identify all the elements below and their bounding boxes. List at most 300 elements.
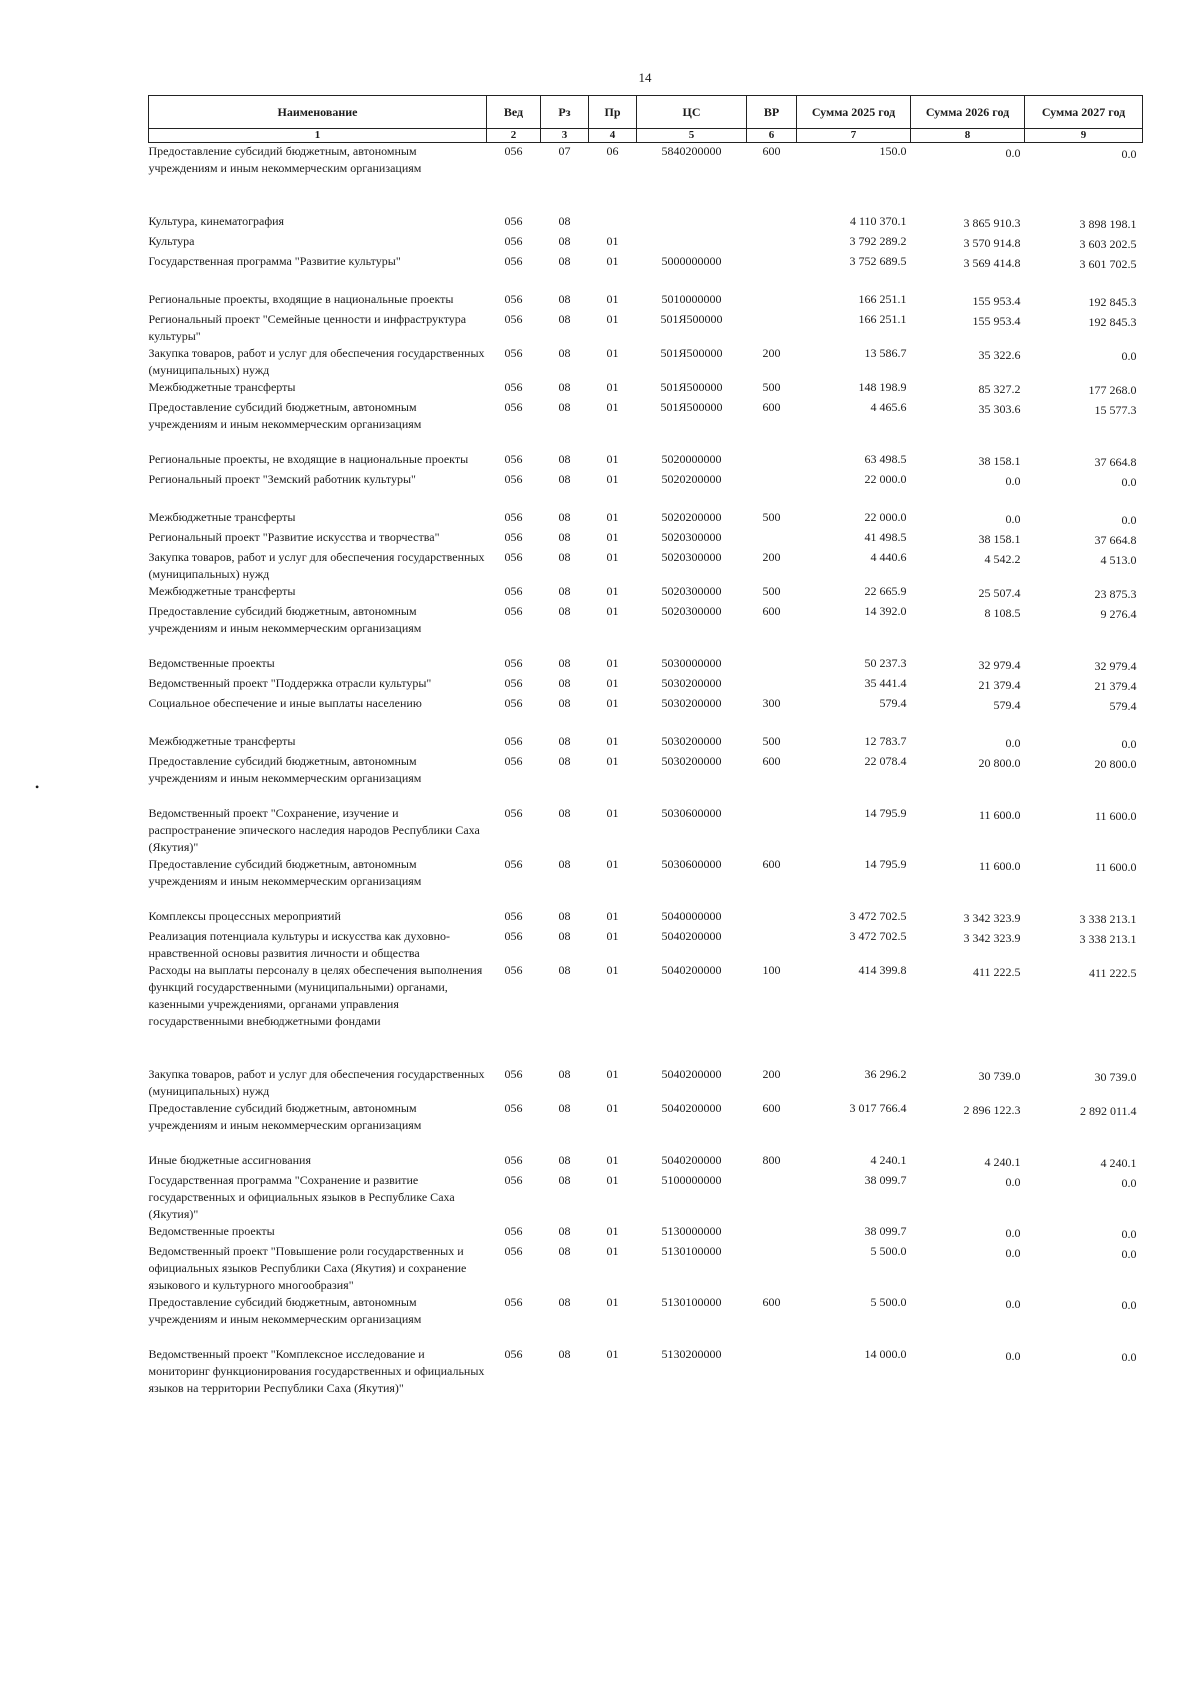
row-rz: 08 — [558, 1067, 571, 1081]
row-spacer — [149, 715, 1143, 733]
row-sum-2025: 148 198.9 — [858, 380, 907, 394]
row-name: Ведомственные проекты — [148, 656, 275, 670]
row-sum-2026: 85 327.2 — [978, 382, 1021, 396]
row-sum-2027: 177 268.0 — [1088, 383, 1137, 397]
row-rz: 08 — [558, 346, 571, 360]
row-rz: 08 — [558, 909, 571, 923]
row-sum-2025: 12 783.7 — [864, 734, 907, 748]
row-vr — [747, 291, 797, 311]
row-spacer — [149, 433, 1143, 451]
row-pr: 01 — [606, 656, 619, 670]
row-vr: 600 — [762, 604, 781, 618]
row-cs: 5020300000 — [661, 530, 722, 544]
row-rz: 08 — [558, 656, 571, 670]
row-vr: 500 — [762, 380, 781, 394]
row-vr — [747, 311, 797, 345]
row-rz: 08 — [558, 1224, 571, 1238]
row-spacer-cell — [149, 1134, 1143, 1152]
row-cs: 5130000000 — [661, 1224, 722, 1238]
column-number: 7 — [797, 129, 911, 143]
stray-mark: • — [35, 780, 40, 794]
row-pr: 01 — [606, 696, 619, 710]
row-name: Ведомственный проект "Поддержка отрасли культуры" — [148, 676, 432, 690]
row-rz: 08 — [558, 1295, 571, 1309]
row-sum-2027: 0.0 — [1121, 349, 1137, 363]
row-name: Государственная программа "Сохранение и развитие государственных и официальных языков в Республике Саха (Якутия)" — [148, 1173, 455, 1221]
row-rz: 08 — [558, 676, 571, 690]
row-sum-2025: 4 110 370.1 — [849, 214, 907, 228]
row-sum-2027: 3 898 198.1 — [1079, 217, 1137, 231]
row-vr — [747, 675, 797, 695]
row-rz: 08 — [558, 1347, 571, 1361]
table-row — [149, 655, 1143, 675]
row-sum-2026: 20 800.0 — [978, 756, 1021, 770]
row-name: Государственная программа "Развитие культуры" — [148, 254, 401, 268]
row-vr: 600 — [762, 400, 781, 414]
row-cs: 501Я500000 — [660, 400, 723, 414]
row-name: Закупка товаров, работ и услуг для обеспечения государственных (муниципальных) нужд — [148, 550, 485, 581]
row-rz: 08 — [558, 963, 571, 977]
row-sum-2027: 11 600.0 — [1094, 809, 1137, 823]
row-ved: 056 — [504, 1244, 523, 1258]
row-sum-2025: 38 099.7 — [864, 1173, 907, 1187]
row-rz: 08 — [558, 400, 571, 414]
row-spacer-cell — [149, 491, 1143, 509]
row-sum-2025: 13 586.7 — [864, 346, 907, 360]
row-sum-2025: 22 665.9 — [864, 584, 907, 598]
row-cs: 5840200000 — [661, 144, 722, 158]
row-cs: 5040200000 — [661, 1101, 722, 1115]
table-row — [149, 509, 1143, 529]
row-rz: 08 — [558, 604, 571, 618]
table-row — [149, 805, 1143, 856]
row-name: Региональные проекты, входящие в национальные проекты — [148, 292, 454, 306]
row-rz: 07 — [558, 144, 571, 158]
row-ved: 056 — [504, 292, 523, 306]
row-spacer-cell — [149, 715, 1143, 733]
row-vr: 300 — [762, 696, 781, 710]
row-sum-2025: 3 472 702.5 — [849, 929, 907, 943]
row-sum-2025: 3 752 689.5 — [849, 254, 907, 268]
row-spacer — [149, 787, 1143, 805]
row-sum-2025: 3 792 289.2 — [849, 234, 907, 248]
row-spacer-cell — [149, 787, 1143, 805]
row-name: Межбюджетные трансферты — [148, 734, 296, 748]
row-ved: 056 — [504, 584, 523, 598]
row-cs: 5020300000 — [661, 550, 722, 564]
row-sum-2025: 150.0 — [879, 144, 907, 158]
row-vr: 200 — [762, 550, 781, 564]
header-cell: Сумма 2025 год — [797, 96, 911, 129]
row-cs — [637, 213, 747, 233]
row-sum-2026: 21 379.4 — [978, 678, 1021, 692]
row-pr: 01 — [606, 1153, 619, 1167]
row-sum-2025: 14 795.9 — [864, 806, 907, 820]
row-sum-2027: 3 338 213.1 — [1079, 932, 1137, 946]
row-rz: 08 — [558, 1153, 571, 1167]
row-ved: 056 — [504, 1067, 523, 1081]
row-name: Межбюджетные трансферты — [148, 584, 296, 598]
row-vr — [747, 1223, 797, 1243]
row-pr: 01 — [606, 963, 619, 977]
row-ved: 056 — [504, 857, 523, 871]
row-sum-2026: 579.4 — [993, 698, 1021, 712]
row-sum-2026: 38 158.1 — [978, 532, 1021, 546]
column-number: 4 — [589, 129, 637, 143]
row-sum-2025: 22 078.4 — [864, 754, 907, 768]
row-pr: 01 — [606, 452, 619, 466]
row-name: Предоставление субсидий бюджетным, автономным учреждениям и иным некоммерческим организациям — [148, 1295, 422, 1326]
row-ved: 056 — [504, 254, 523, 268]
row-ved: 056 — [504, 510, 523, 524]
table-row — [149, 603, 1143, 637]
row-sum-2027: 4 240.1 — [1100, 1156, 1137, 1170]
header-cell: ВР — [747, 96, 797, 129]
row-pr: 01 — [606, 292, 619, 306]
header-cell: Сумма 2026 год — [911, 96, 1025, 129]
row-spacer-cell — [149, 273, 1143, 291]
row-sum-2025: 36 296.2 — [864, 1067, 907, 1081]
row-name: Предоставление субсидий бюджетным, автономным учреждениям и иным некоммерческим организациям — [148, 604, 422, 635]
table-row — [149, 345, 1143, 379]
row-sum-2026: 8 108.5 — [984, 606, 1021, 620]
row-rz: 08 — [558, 696, 571, 710]
row-pr: 01 — [606, 510, 619, 524]
row-rz: 08 — [558, 312, 571, 326]
row-vr — [747, 655, 797, 675]
row-sum-2027: 192 845.3 — [1088, 315, 1137, 329]
row-pr: 01 — [606, 584, 619, 598]
row-sum-2026: 25 507.4 — [978, 586, 1021, 600]
row-name: Ведомственный проект "Комплексное исследование и мониторинг функционирования государственных и официальных языков на территории Республики Саха (Якутия)" — [148, 1347, 485, 1395]
row-ved: 056 — [504, 472, 523, 486]
table-row — [149, 451, 1143, 471]
row-sum-2027: 15 577.3 — [1094, 403, 1137, 417]
row-pr: 01 — [606, 909, 619, 923]
row-name: Реализация потенциала культуры и искусства как духовно-нравственной основы развития личности и общества — [148, 929, 450, 960]
row-ved: 056 — [504, 604, 523, 618]
row-sum-2026: 155 953.4 — [972, 294, 1021, 308]
row-cs: 5000000000 — [661, 254, 722, 268]
row-cs: 5130100000 — [661, 1244, 722, 1258]
row-pr: 01 — [606, 1067, 619, 1081]
row-pr: 01 — [606, 604, 619, 618]
row-pr: 01 — [606, 806, 619, 820]
row-sum-2026: 35 322.6 — [978, 348, 1021, 362]
row-sum-2027: 3 601 702.5 — [1079, 257, 1137, 271]
row-pr: 01 — [606, 1101, 619, 1115]
table-row — [149, 856, 1143, 890]
row-sum-2027: 579.4 — [1109, 699, 1137, 713]
row-ved: 056 — [504, 1224, 523, 1238]
row-sum-2027: 0.0 — [1121, 475, 1137, 489]
row-sum-2027: 0.0 — [1121, 737, 1137, 751]
table-row — [149, 1223, 1143, 1243]
row-sum-2027: 32 979.4 — [1094, 659, 1137, 673]
row-sum-2026: 11 600.0 — [978, 859, 1021, 873]
row-sum-2027: 2 892 011.4 — [1079, 1104, 1137, 1118]
row-vr — [747, 233, 797, 253]
row-sum-2025: 14 000.0 — [864, 1347, 907, 1361]
table-row — [149, 675, 1143, 695]
row-sum-2025: 4 440.6 — [870, 550, 907, 564]
row-sum-2026: 3 570 914.8 — [963, 236, 1021, 250]
column-number-row — [149, 129, 1143, 143]
row-sum-2025: 35 441.4 — [864, 676, 907, 690]
row-sum-2026: 4 542.2 — [984, 552, 1021, 566]
row-rz: 08 — [558, 857, 571, 871]
row-pr: 01 — [606, 1224, 619, 1238]
row-sum-2027: 0.0 — [1121, 513, 1137, 527]
row-vr — [747, 1172, 797, 1223]
row-vr — [747, 253, 797, 273]
row-rz: 08 — [558, 510, 571, 524]
row-sum-2025: 22 000.0 — [864, 510, 907, 524]
table-row — [149, 908, 1143, 928]
row-rz: 08 — [558, 452, 571, 466]
row-rz: 08 — [558, 254, 571, 268]
row-cs: 5040200000 — [661, 963, 722, 977]
row-ved: 056 — [504, 346, 523, 360]
row-name: Межбюджетные трансферты — [148, 380, 296, 394]
table-row — [149, 143, 1143, 178]
row-spacer-cell — [149, 1030, 1143, 1066]
row-sum-2026: 38 158.1 — [978, 454, 1021, 468]
row-pr: 01 — [606, 380, 619, 394]
column-number: 5 — [637, 129, 747, 143]
page-number: 14 — [638, 70, 652, 85]
row-sum-2026: 11 600.0 — [978, 808, 1021, 822]
header-cell: Рз — [541, 96, 589, 129]
row-vr: 600 — [762, 857, 781, 871]
row-spacer — [149, 890, 1143, 908]
row-sum-2027: 0.0 — [1121, 147, 1137, 161]
row-vr: 600 — [762, 754, 781, 768]
row-name: Региональные проекты, не входящие в национальные проекты — [148, 452, 469, 466]
row-cs: 5040200000 — [661, 1067, 722, 1081]
row-spacer — [149, 637, 1143, 655]
table-row — [149, 1243, 1143, 1294]
row-sum-2027: 0.0 — [1121, 1298, 1137, 1312]
row-sum-2026: 3 865 910.3 — [963, 216, 1021, 230]
row-ved: 056 — [504, 696, 523, 710]
row-sum-2026: 3 569 414.8 — [963, 256, 1021, 270]
row-sum-2025: 166 251.1 — [858, 312, 907, 326]
row-sum-2025: 14 795.9 — [864, 857, 907, 871]
row-cs: 5100000000 — [661, 1173, 722, 1187]
row-ved: 056 — [504, 656, 523, 670]
row-spacer-cell — [149, 637, 1143, 655]
row-name: Расходы на выплаты персоналу в целях обеспечения выполнения функций государственными (муниципальными) органами, казенными учреждениями, органами управления государственными внебюджетными фондами — [148, 963, 483, 1028]
row-sum-2026: 0.0 — [1005, 474, 1021, 488]
row-pr: 01 — [606, 676, 619, 690]
row-sum-2027: 0.0 — [1121, 1176, 1137, 1190]
row-vr: 500 — [762, 510, 781, 524]
table-row — [149, 1100, 1143, 1134]
column-number: 2 — [487, 129, 541, 143]
row-sum-2027: 20 800.0 — [1094, 757, 1137, 771]
row-cs: 5020200000 — [661, 472, 722, 486]
row-sum-2026: 0.0 — [1005, 512, 1021, 526]
row-sum-2025: 38 099.7 — [864, 1224, 907, 1238]
row-cs: 5010000000 — [661, 292, 722, 306]
row-rz: 08 — [558, 734, 571, 748]
row-cs: 501Я500000 — [660, 346, 723, 360]
row-spacer — [149, 1030, 1143, 1066]
row-cs — [637, 233, 747, 253]
row-cs: 5030200000 — [661, 696, 722, 710]
row-pr: 06 — [606, 144, 619, 158]
header-cell: Сумма 2027 год — [1025, 96, 1143, 129]
header-row — [149, 96, 1143, 129]
row-rz: 08 — [558, 1173, 571, 1187]
row-cs: 5020300000 — [661, 604, 722, 618]
row-name: Социальное обеспечение и иные выплаты населению — [148, 696, 422, 710]
row-sum-2027: 192 845.3 — [1088, 295, 1137, 309]
row-pr: 01 — [606, 254, 619, 268]
header-cell: Пр — [589, 96, 637, 129]
row-sum-2026: 0.0 — [1005, 1246, 1021, 1260]
row-ved: 056 — [504, 1153, 523, 1167]
row-sum-2026: 0.0 — [1005, 736, 1021, 750]
row-sum-2025: 5 500.0 — [870, 1295, 907, 1309]
row-sum-2026: 0.0 — [1005, 1226, 1021, 1240]
row-sum-2027: 11 600.0 — [1094, 860, 1137, 874]
row-rz: 08 — [558, 530, 571, 544]
row-cs: 5020200000 — [661, 510, 722, 524]
row-sum-2027: 0.0 — [1121, 1350, 1137, 1364]
row-sum-2026: 0.0 — [1005, 1175, 1021, 1189]
row-cs: 5030200000 — [661, 734, 722, 748]
table-row — [149, 529, 1143, 549]
row-name: Иные бюджетные ассигнования — [148, 1153, 311, 1167]
row-pr: 01 — [606, 530, 619, 544]
row-spacer — [149, 491, 1143, 509]
table-row — [149, 753, 1143, 787]
row-vr: 600 — [762, 144, 781, 158]
row-ved: 056 — [504, 676, 523, 690]
row-name: Ведомственный проект "Повышение роли государственных и официальных языков Республики Саха (Якутия) и сохранение языкового и культурного многообразия" — [148, 1244, 467, 1292]
row-sum-2027: 23 875.3 — [1094, 587, 1137, 601]
row-rz: 08 — [558, 234, 571, 248]
row-name: Предоставление субсидий бюджетным, автономным учреждениям и иным некоммерческим организациям — [148, 754, 422, 785]
row-rz: 08 — [558, 550, 571, 564]
row-rz: 08 — [558, 380, 571, 394]
row-sum-2026: 3 342 323.9 — [963, 911, 1021, 925]
row-name: Региональный проект "Земский работник культуры" — [148, 472, 416, 486]
row-vr — [747, 213, 797, 233]
table-row — [149, 379, 1143, 399]
row-sum-2027: 21 379.4 — [1094, 679, 1137, 693]
table-row — [149, 399, 1143, 433]
row-name: Культура, кинематография — [148, 214, 285, 228]
row-vr: 200 — [762, 1067, 781, 1081]
row-sum-2026: 32 979.4 — [978, 658, 1021, 672]
row-rz: 08 — [558, 754, 571, 768]
table-row — [149, 733, 1143, 753]
row-pr: 01 — [606, 734, 619, 748]
row-sum-2027: 4 513.0 — [1100, 553, 1137, 567]
row-name: Культура — [148, 234, 195, 248]
row-vr: 500 — [762, 584, 781, 598]
table-row — [149, 1152, 1143, 1172]
row-sum-2027: 0.0 — [1121, 1247, 1137, 1261]
row-vr — [747, 1346, 797, 1397]
row-cs: 5030600000 — [661, 857, 722, 871]
row-sum-2025: 3 017 766.4 — [849, 1101, 907, 1115]
row-pr: 01 — [606, 312, 619, 326]
row-pr: 01 — [606, 929, 619, 943]
row-sum-2027: 9 276.4 — [1100, 607, 1137, 621]
row-sum-2025: 22 000.0 — [864, 472, 907, 486]
column-number: 3 — [541, 129, 589, 143]
row-pr: 01 — [606, 1173, 619, 1187]
table-row — [149, 928, 1143, 962]
row-name: Предоставление субсидий бюджетным, автономным учреждениям и иным некоммерческим организациям — [148, 400, 422, 431]
row-sum-2026: 3 342 323.9 — [963, 931, 1021, 945]
row-pr: 01 — [606, 234, 619, 248]
table-row — [149, 1066, 1143, 1100]
row-pr: 01 — [606, 346, 619, 360]
budget-table — [148, 95, 1143, 1397]
row-ved: 056 — [504, 734, 523, 748]
row-vr: 800 — [762, 1153, 781, 1167]
table-body — [149, 143, 1143, 1398]
row-cs: 5030200000 — [661, 754, 722, 768]
table-row — [149, 549, 1143, 583]
table-row — [149, 1346, 1143, 1397]
row-ved: 056 — [504, 1295, 523, 1309]
row-sum-2025: 4 240.1 — [870, 1153, 907, 1167]
column-number: 6 — [747, 129, 797, 143]
row-sum-2027: 37 664.8 — [1094, 455, 1137, 469]
row-ved: 056 — [504, 312, 523, 326]
row-vr — [747, 1243, 797, 1294]
row-sum-2027: 411 222.5 — [1088, 966, 1137, 980]
row-cs: 5040000000 — [661, 909, 722, 923]
row-cs: 5030600000 — [661, 806, 722, 820]
row-ved: 056 — [504, 929, 523, 943]
row-ved: 056 — [504, 806, 523, 820]
row-pr: 01 — [606, 550, 619, 564]
row-sum-2026: 155 953.4 — [972, 314, 1021, 328]
row-rz: 08 — [558, 806, 571, 820]
row-name: Предоставление субсидий бюджетным, автономным учреждениям и иным некоммерческим организациям — [148, 1101, 422, 1132]
row-sum-2026: 35 303.6 — [978, 402, 1021, 416]
row-ved: 056 — [504, 234, 523, 248]
row-cs: 5130200000 — [661, 1347, 722, 1361]
row-ved: 056 — [504, 1101, 523, 1115]
row-name: Ведомственные проекты — [148, 1224, 275, 1238]
row-sum-2026: 0.0 — [1005, 146, 1021, 160]
row-name: Региональный проект "Семейные ценности и инфраструктура культуры" — [148, 312, 467, 343]
row-sum-2026: 4 240.1 — [984, 1155, 1021, 1169]
row-cs: 5130100000 — [661, 1295, 722, 1309]
row-cs: 501Я500000 — [660, 312, 723, 326]
header-cell: Вед — [487, 96, 541, 129]
table-row — [149, 311, 1143, 345]
row-sum-2026: 0.0 — [1005, 1297, 1021, 1311]
row-spacer-cell — [149, 433, 1143, 451]
row-sum-2027: 3 338 213.1 — [1079, 912, 1137, 926]
row-sum-2025: 14 392.0 — [864, 604, 907, 618]
row-pr: 01 — [606, 1244, 619, 1258]
row-ved: 056 — [504, 909, 523, 923]
row-ved: 056 — [504, 452, 523, 466]
table-row — [149, 1172, 1143, 1223]
row-vr: 200 — [762, 346, 781, 360]
table-row — [149, 583, 1143, 603]
